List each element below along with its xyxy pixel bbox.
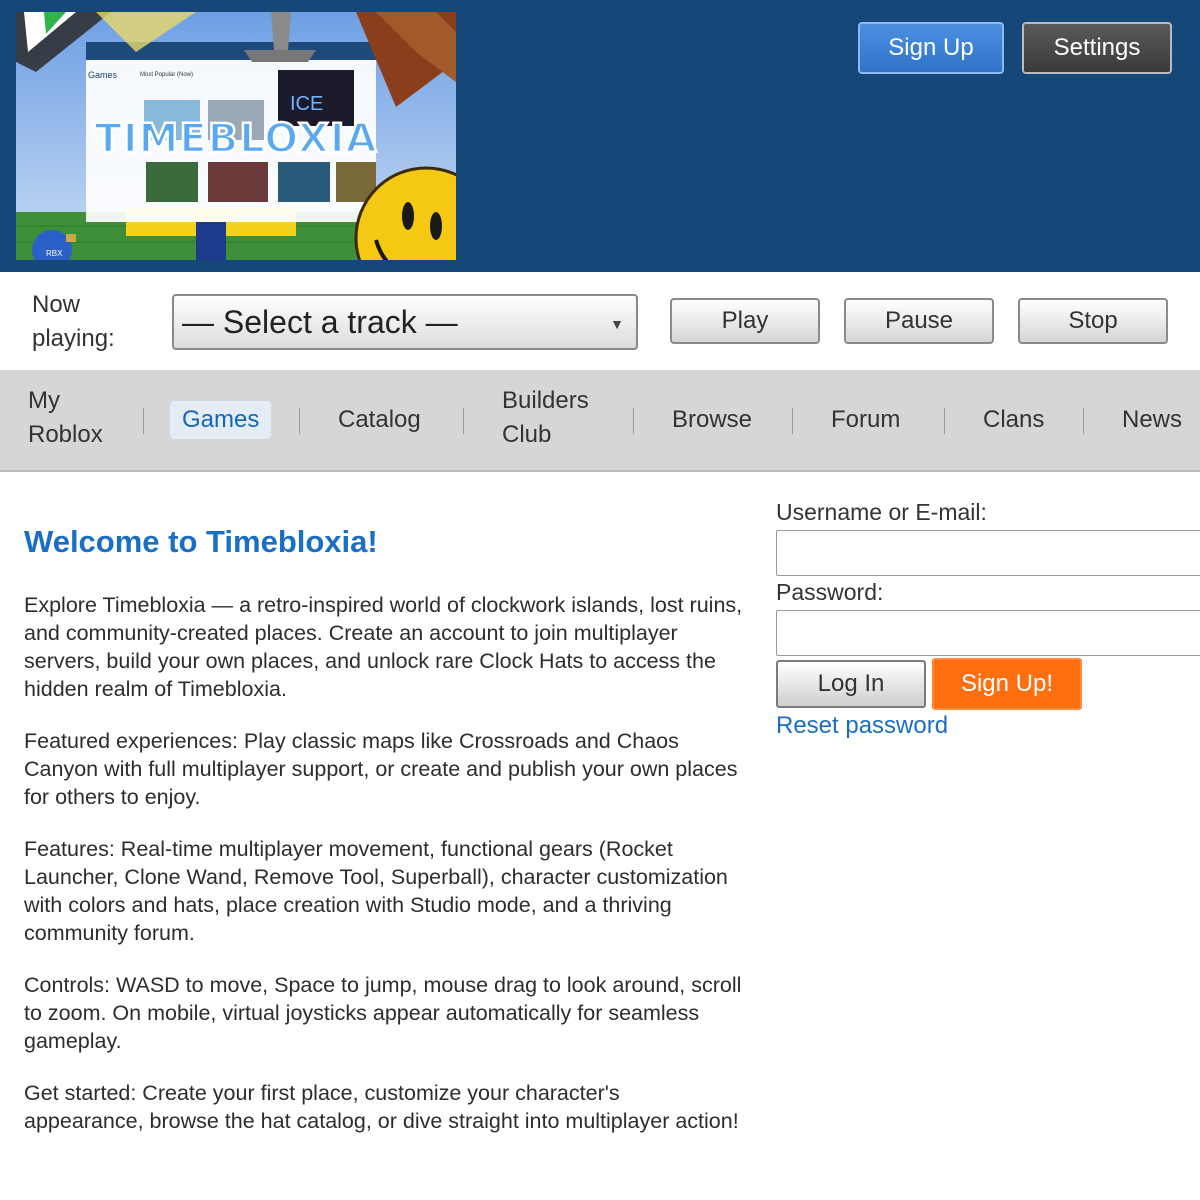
svg-text:RBX: RBX: [46, 249, 63, 258]
banner-image[interactable]: [16, 12, 456, 260]
nav-divider: [633, 408, 634, 434]
banner-artwork: [16, 12, 456, 260]
featured-paragraph: Featured experiences: Play classic maps like Crossroads and Chaos Canyon with full multiplayer support, or create and publish your own places for others to enjoy.: [24, 729, 738, 809]
username-label: Username or E-mail:: [776, 499, 987, 525]
username-input[interactable]: [776, 530, 1200, 576]
now-playing-label: Now playing:: [32, 291, 115, 352]
pause-button[interactable]: Pause: [844, 298, 994, 344]
nav-item-clans[interactable]: Clans: [983, 406, 1045, 433]
sign-up-button[interactable]: Sign Up: [858, 22, 1004, 74]
nav-item-games[interactable]: Games: [170, 401, 271, 439]
nav-item-catalog[interactable]: Catalog: [338, 406, 421, 433]
nav-divider: [944, 408, 945, 434]
header: [0, 0, 1200, 272]
page-title: Welcome to Timebloxia!: [24, 524, 378, 559]
controls-paragraph: Controls: WASD to move, Space to jump, mouse drag to look around, scroll to zoom. On mobile, virtual joysticks appear automatically for seamless gameplay.: [24, 973, 742, 1053]
music-player: [0, 272, 1200, 370]
nav-divider: [143, 408, 144, 434]
nav-divider: [463, 408, 464, 434]
nav-item-news[interactable]: News: [1122, 406, 1183, 433]
nav-divider: [792, 408, 793, 434]
settings-button[interactable]: Settings: [1022, 22, 1172, 74]
banner-title: TIMEBLOXIA: [94, 116, 378, 162]
nav-item-forum[interactable]: Forum: [831, 406, 901, 433]
log-in-button[interactable]: Log In: [776, 660, 926, 708]
intro-paragraph: Explore Timebloxia — a retro-inspired world of clockwork islands, lost ruins, and community-created places. Create an account to join multiplayer servers, build your own places, and unlock rare Clock Hats to access the hidden realm of Timebloxia.: [24, 593, 743, 701]
get-started-paragraph: Get started: Create your first place, customize your character's appearance, browse the hat catalog, or dive straight into multiplayer action!: [24, 1081, 739, 1133]
svg-text:ICE: ICE: [290, 93, 324, 115]
nav-item-browse[interactable]: Browse: [672, 406, 753, 433]
reset-password-link[interactable]: Reset password: [776, 712, 949, 739]
features-paragraph: Features: Real-time multiplayer movement, functional gears (Rocket Launcher, Clone Wand, Remove Tool, Superball), character customization with colors and hats, place creation with Studio mode, and a thriving community forum.: [24, 837, 728, 945]
track-select[interactable]: [172, 294, 638, 350]
sign-up-submit-button[interactable]: Sign Up!: [932, 658, 1082, 710]
chevron-down-icon: ▼: [610, 316, 624, 332]
nav-item-builders-club[interactable]: Builders Club: [502, 387, 589, 448]
svg-text:Most Popular (Now): Most Popular (Now): [140, 72, 194, 78]
track-select-value: — Select a track —: [182, 303, 458, 340]
svg-text:Games: Games: [88, 70, 118, 80]
nav-divider: [299, 408, 300, 434]
password-label: Password:: [776, 579, 884, 605]
password-input[interactable]: [776, 610, 1200, 656]
nav-divider: [1083, 408, 1084, 434]
stop-button[interactable]: Stop: [1018, 298, 1168, 344]
play-button[interactable]: Play: [670, 298, 820, 344]
nav-item-my-roblox[interactable]: My Roblox: [28, 387, 103, 448]
